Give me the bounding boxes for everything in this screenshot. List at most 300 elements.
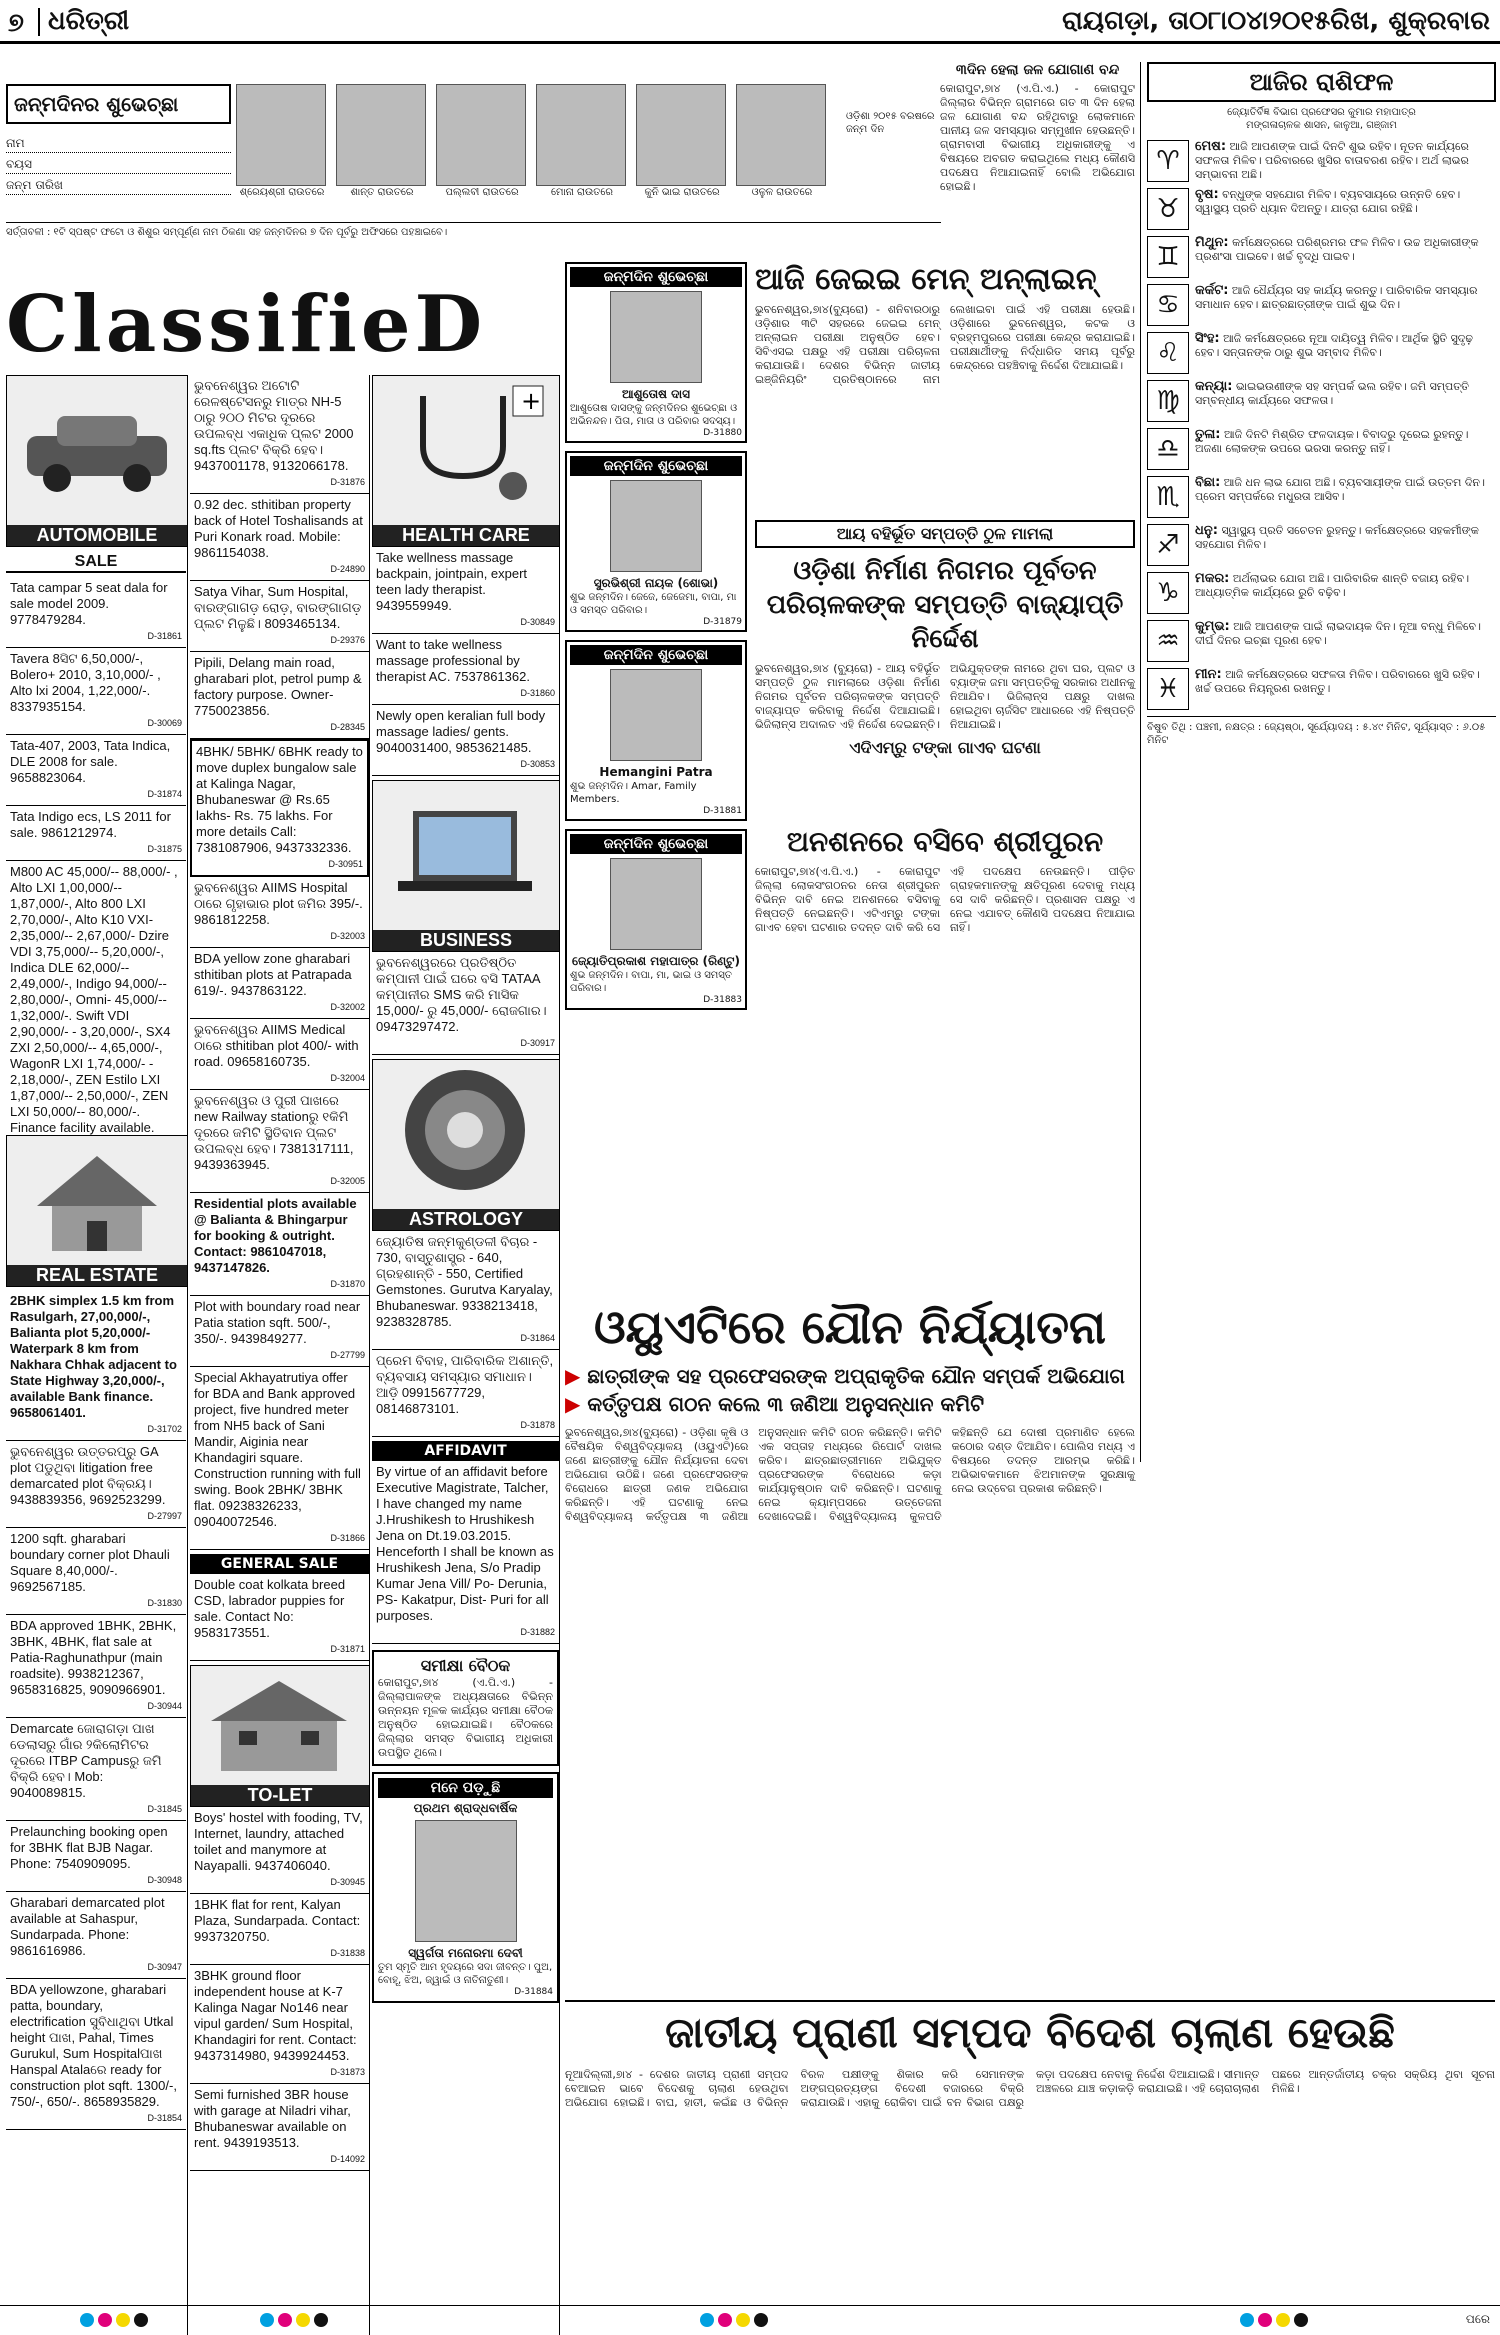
- classified-col-1: [6, 375, 188, 2335]
- horoscope-title: [1147, 62, 1496, 102]
- zodiac-name: ଧନୁ:: [1195, 523, 1218, 538]
- realestate-ad: [6, 1718, 186, 1821]
- auto-ad-text: Tavera 8ସିଟ 6,50,000/-, Bolero+ 2010, 3,10,000/- , Alto lxi 2004, 1,22,000/-. 8337935154.: [10, 651, 161, 714]
- birthday-box: [565, 829, 747, 1010]
- ouat-subhead-1-text: ଛାତ୍ରୀଙ୍କ ସହ ପ୍ରଫେସରଙ୍କ ଅପ୍ରାକୃତିକ ଯୌନ ସମ୍ପର୍କ ଅଭିଯୋଗ: [587, 1364, 1125, 1388]
- hunger-text: କୋରାପୁଟ,୭ା୪(ଏ.ପି.ଏ.) - କୋରାପୁଟ ଜିଲ୍ଲା ଲୋକସଂଗଠନର ନେତା ଶ୍ରୀପୁରନ ବିଭିନ୍ନ ଦାବି ନେଇ ଅନଶନରେ ବସିବାକୁ ନିଷ୍ପତ୍ତି ନେଇଛନ୍ତି। ଏଟିଏମ୍‌ରୁ ଟଙ୍କା ଗାଏବ ହେବା ଘଟଣାର ତଦନ୍ତ ଦାବି କରି ସେ ଏହି ପଦକ୍ଷେପ ନେଉଛନ୍ତି। ପୀଡ଼ିତ ଗ୍ରାହକମାନଙ୍କୁ କ୍ଷତିପୂରଣ ଦେବାକୁ ମଧ୍ୟ ସେ ଦାବି କରିଛନ୍ତି। ପ୍ରଶାସନ ପକ୍ଷରୁ ଏ ନେଇ ଏଯାବତ୍ କୌଣସି ପଦକ୍ଷେପ ନିଆଯାଇ ନାହିଁ।: [755, 865, 1135, 934]
- place-date: ରାୟଗଡ଼ା, ତା୦୮ା୦୪ା୨୦୧୫ରିଖ, ଶୁକ୍ରବାର: [1062, 6, 1490, 36]
- property-ad: [190, 1296, 369, 1367]
- birthday-box-code: D-31880: [703, 428, 742, 438]
- water-news: [940, 62, 1135, 250]
- auto-ad: [6, 648, 186, 735]
- health-ads: [372, 547, 559, 776]
- birthday-box-photo: [610, 291, 702, 383]
- property-ad-code: D-29376: [330, 635, 365, 645]
- memorial: [372, 1772, 559, 2003]
- business-ad: [372, 952, 559, 1055]
- affidavit-ads: [372, 1461, 559, 1644]
- kid-name: ଶାନ୍ତ ରାଉତରେ: [350, 187, 414, 198]
- zodiac-text-block: [1195, 332, 1496, 374]
- birthday-box: [565, 451, 747, 632]
- realestate-ad: [6, 1441, 186, 1528]
- property-ad-text: Residential plots available @ Balianta & Bhingarpur for booking & outright. Contact: 9861047018, 9437147826.: [194, 1196, 357, 1275]
- svg-text:+: +: [521, 387, 542, 415]
- asset-text: ଭୁବନେଶ୍ୱର,୭ା୪ (ବ୍ୟୁରୋ) - ଆୟ ବହିର୍ଭୂତ ସମ୍ପତ୍ତି ଠୁଳ ମାମଲାରେ ଓଡ଼ିଶା ନିର୍ମାଣ ନିଗମର ପୂର୍ବତନ ପରିଚାଳକଙ୍କ ସମ୍ପତ୍ତି ବାଜ୍ୟାପ୍ତ କରିବାକୁ ନିର୍ଦ୍ଦେଶ ଦିଆଯାଇଛି। ଭିଜିଲାନ୍ସ ଅଦାଲତ ଏହି ନିର୍ଦ୍ଦେଶ ଦେଇଛନ୍ତି। ଅଭିଯୁକ୍ତଙ୍କ ନାମରେ ଥିବା ଘର, ପ୍ଲଟ ଓ ବ୍ୟାଙ୍କ ଜମା ସମ୍ପତ୍ତିକୁ ସରକାର ଅଧୀନକୁ ନିଆଯିବ। ଭିଜିଲାନ୍ସ ପକ୍ଷରୁ ଦାଖଲ ହୋଇଥିବା ଚାର୍ଜସିଟ ଆଧାରରେ ଏହି ନିଷ୍ପତ୍ତି ନିଆଯାଇଛି।: [755, 662, 1135, 731]
- form-name-label: ନାମ: [6, 136, 25, 150]
- kid-name: ଶ୍ରେୟଶ୍ରୀ ରାଉତରେ: [239, 187, 325, 198]
- color-dot: [754, 2313, 768, 2327]
- color-dot: [98, 2313, 112, 2327]
- form-name-row: [6, 136, 231, 153]
- zodiac-row: [1147, 236, 1496, 278]
- property-ad: [190, 652, 369, 739]
- zodiac-name: ମକର:: [1195, 571, 1230, 586]
- review-meeting: [372, 1650, 559, 1766]
- color-dot: [700, 2313, 714, 2327]
- zodiac-row: [1147, 476, 1496, 518]
- kid-name: ମୋନା ରାଉତରେ: [551, 187, 613, 198]
- auto-ad-code: D-31875: [147, 844, 182, 854]
- memorial-heading: ମନେ ପଡ଼ୁଛି: [378, 1778, 553, 1798]
- kid-photo-card: [436, 84, 528, 214]
- kid-name: ପଲ୍ଲବୀ ରାଉତରେ: [445, 187, 519, 198]
- review-meeting-title: ସମୀକ୍ଷା ବୈଠକ: [420, 1656, 511, 1675]
- zodiac-symbol-icon: ♒: [1147, 620, 1189, 662]
- ouat-subhead-2: [565, 1392, 1135, 1416]
- form-dob-label: ଜନ୍ମ ତାରିଖ: [6, 178, 63, 192]
- birthday-boxes: [565, 262, 747, 1312]
- birthday-box-text: ଶୁଭ ଜନ୍ମଦିନ। ବାପା, ମା, ଭାଇ ଓ ସମସ୍ତ ପରିବାର।: [570, 970, 732, 994]
- tolet-category: [190, 1665, 370, 1807]
- auto-ad-code: D-31861: [147, 631, 182, 641]
- general-sale-ad: [190, 1574, 369, 1661]
- building-icon: [191, 1666, 367, 1776]
- auto-ad-code: D-30069: [147, 718, 182, 728]
- kid-photo: [736, 84, 826, 186]
- memorial-name: ସ୍ୱର୍ଗତା ମନୋରମା ଦେବୀ: [408, 1946, 523, 1960]
- property-ad-text: BDA yellow zone gharabari sthitiban plots at Patrapada 619/-. 9437863122.: [194, 951, 352, 998]
- zodiac-text-block: [1195, 428, 1496, 470]
- health-ad: [372, 547, 559, 634]
- zodiac-name: ମୀନ:: [1195, 667, 1222, 682]
- masthead-divider: [38, 8, 40, 36]
- tolet-ad: [190, 1894, 369, 1965]
- zodiac-symbol-icon: ♊: [1147, 236, 1189, 278]
- birthday-box-name: Hemangini Patra: [599, 765, 713, 779]
- birthday-box-title: ଜନ୍ମଦିନ ଶୁଭେଚ୍ଛା: [570, 834, 742, 854]
- form-age-label: ବୟସ: [6, 157, 32, 171]
- property-ad-code: D-32005: [330, 1176, 365, 1186]
- zodiac-text-block: [1195, 668, 1496, 710]
- birthday-note-small: ଓଡ଼ିଶା ୨୦୧୫ ବରଷରେ ଜନ୍ମ ଦିନ: [846, 111, 935, 135]
- kid-photo: [436, 84, 526, 186]
- property-ad: [190, 877, 369, 948]
- asset-story: [755, 520, 1135, 820]
- realestate-ad-code: D-30948: [147, 1875, 182, 1885]
- tolet-ad-text: 3BHK ground floor independent house at K-7 Kalinga Nagar No146 near vipul garden/ Sum Hospital, Khandagiri for rent. Contact: 9437314980, 9439924453.: [194, 1968, 357, 2063]
- ouat-headline: ଓୟୁଏଟିରେ ଯୌନ ନିର୍ଯ୍ୟାତନା: [593, 1300, 1107, 1354]
- memorial-code: D-31884: [514, 1987, 553, 1997]
- auto-ad-text: Tata Indigo ecs, LS 2011 for sale. 9861212974.: [10, 809, 171, 840]
- auto-ad: [6, 577, 186, 648]
- realestate-ad: [6, 1615, 186, 1718]
- color-dot: [736, 2313, 750, 2327]
- astrology-ad-text: ଜ୍ୟୋତିଷ ଜନ୍ମକୁଣ୍ଡଳୀ ବିଚାର - 730, ବାସ୍ତୁଶାସ୍ତ୍ର - 640, ଗ୍ରହଶାନ୍ତି - 550, Certified Gemstones. Gurutva Karyalay, Bhubaneswar. 9338213418, 9238328785.: [376, 1234, 553, 1329]
- zodiac-prediction: ଅର୍ଥଲାଭର ଯୋଗ ଅଛି। ପାରିବାରିକ ଶାନ୍ତି ବଜାୟ ରହିବ। ଆଧ୍ୟାତ୍ମିକ କାର୍ଯ୍ୟରେ ରୁଚି ବଢ଼ିବ।: [1195, 572, 1470, 599]
- zodiac-symbol-icon: ♐: [1147, 524, 1189, 566]
- realestate-ad: [6, 1892, 186, 1979]
- almanac: ବିଷୁବ ତିଥି : ପଞ୍ଚମୀ, ନକ୍ଷତ୍ର : ଜ୍ୟେଷ୍ଠା, ସୂର୍ଯ୍ୟୋଦୟ : ୫.୪୯ ମିନିଟ, ସୂର୍ଯ୍ୟାସ୍ତ : ୬.୦୫ ମିନିଟ: [1147, 716, 1496, 747]
- form-age-row: [6, 157, 231, 174]
- realestate-ad-code: D-31830: [147, 1598, 182, 1608]
- realestate-ad: [6, 1528, 186, 1615]
- realestate-ad-text: BDA approved 1BHK, 2BHK, 3BHK, 4BHK, flat sale at Patia-Raghunathpur (main roadsite). 9938212367, 9658316825, 9090966901.: [10, 1618, 177, 1697]
- birthday-title-text: ଜନ୍ମଦିନର ଶୁଭେଚ୍ଛା: [14, 92, 179, 116]
- zodiac-wheel-icon: [373, 1060, 557, 1200]
- auto-ad-text: Tata campar 5 seat dala for sale model 2009. 9778479284.: [10, 580, 168, 627]
- zodiac-text-block: [1195, 572, 1496, 614]
- tolet-ad: [190, 1965, 369, 2084]
- tolet-ads: [190, 1807, 369, 2171]
- astrology-ads: [372, 1231, 559, 1437]
- page-number: ୭: [8, 8, 24, 38]
- zodiac-prediction: ଆଜି ଧୈର୍ଯ୍ୟର ସହ କାର୍ଯ୍ୟ କରନ୍ତୁ। ପାରିବାରିକ ସମସ୍ୟାର ସମାଧାନ ହେବ। ଛାତ୍ରଛାତ୍ରୀଙ୍କ ପାଇଁ ଶୁଭ ଦିନ।: [1195, 284, 1478, 311]
- zodiac-row: [1147, 284, 1496, 326]
- zodiac-name: ତୁଳା:: [1195, 427, 1221, 442]
- birthday-box-code: D-31879: [703, 617, 742, 627]
- tolet-ad: [190, 2084, 369, 2171]
- zodiac-list: [1147, 140, 1496, 710]
- kid-photo: [336, 84, 426, 186]
- kid-photo-card: [336, 84, 428, 214]
- zodiac-text-block: [1195, 524, 1496, 566]
- zodiac-text-block: [1195, 476, 1496, 518]
- health-ad-text: Take wellness massage backpain, jointpain, expert teen lady therapist. 9439559949.: [376, 550, 528, 613]
- tolet-ad-text: Semi furnished 3BR house with garage at Niladri vihar, Bhubaneswar available on rent. 9439193513.: [194, 2087, 351, 2150]
- auto-ad-text: M800 AC 45,000/-- 88,000/- , Alto LXI 1,00,000/-- 1,87,000/-, Alto 800 LXI 2,70,000/-, Alto K10 VXI- 2,35,000/-- 2,67,000/- Dzire VDI 3,75,000/-- 5,20,000/-, Indica DLE 62,000/-- 2,49,000/-, Indigo 94,000/-- 2,80,000/-, Omni- 45,000/-- 1,32,000/-. Swift VDI 2,90,000/- - 3,20,000/-, SX4 ZXI 2,50,000/-- 4,65,000/-, WagonR LXI 1,74,000/- - 2,18,000/-, ZEN Estilo LXI 1,87,000/-- 2,50,000/-, ZEN LXI 50,000/-- 80,000/-. Finance facility available.: [10, 864, 178, 1135]
- jee-story: [755, 262, 1135, 512]
- property-ad-code: D-27799: [330, 1350, 365, 1360]
- birthday-box: [565, 640, 747, 821]
- zodiac-name: ସିଂହ:: [1195, 331, 1220, 346]
- astrology-label: ASTROLOGY: [373, 1209, 559, 1230]
- color-dot: [314, 2313, 328, 2327]
- zodiac-text-block: [1195, 140, 1496, 182]
- health-ad-code: D-30853: [520, 759, 555, 769]
- general-sale-ads: [190, 1574, 369, 1661]
- tolet-ad-text: 1BHK flat for rent, Kalyan Plaza, Sundarpada. Contact: 9937320750.: [194, 1897, 361, 1944]
- property-ad: [190, 1367, 369, 1550]
- ouat-subhead-1: [565, 1364, 1135, 1388]
- automobile-label: AUTOMOBILE: [7, 525, 187, 546]
- property-ad-code: D-32002: [330, 1002, 365, 1012]
- property-ad-text: Plot with boundary road near Patia station sqft. 500/-, 350/-. 9439849277.: [194, 1299, 361, 1346]
- health-ad: [372, 705, 559, 776]
- color-dot: [1294, 2313, 1308, 2327]
- animal-story: [565, 2000, 1495, 2300]
- classified-logo: ClassifieD: [6, 279, 487, 370]
- zodiac-row: [1147, 524, 1496, 566]
- property-ad: [190, 1090, 369, 1193]
- color-dot: [1276, 2313, 1290, 2327]
- masthead: [0, 0, 1500, 44]
- property-ad-code: D-24890: [330, 564, 365, 574]
- birthday-strip-title: [6, 84, 231, 124]
- kid-name: କୁନି ଭାଇ ରାଉତରେ: [644, 187, 720, 198]
- paper-name: ଧରିତ୍ରୀ: [48, 6, 130, 36]
- ouat-subhead-2-text: କର୍ତ୍ତୃପକ୍ଷ ଗଠନ କଲେ ୩ ଜଣିଆ ଅନୁସନ୍ଧାନ କମିଟି: [587, 1392, 985, 1416]
- affidavit-ad-code: D-31882: [520, 1627, 555, 1637]
- birthday-strip: [6, 80, 941, 255]
- property-ad-code: D-31866: [330, 1533, 365, 1543]
- color-dot: [296, 2313, 310, 2327]
- memorial-text: ତୁମ ସ୍ମୃତି ଆମ ହୃଦୟରେ ସଦା ଜୀବନ୍ତ। ପୁଅ, ବୋହୂ, ଝିଅ, ଜ୍ୱାଇଁ ଓ ନାତିନାତୁଣୀ।: [378, 1962, 553, 1986]
- zodiac-symbol-icon: ♉: [1147, 188, 1189, 230]
- color-dot: [116, 2313, 130, 2327]
- zodiac-symbol-icon: ♌: [1147, 332, 1189, 374]
- health-ad-text: Newly open keralian full body massage ladies/ gents. 9040031400, 9853621485.: [376, 708, 546, 755]
- property-ad-text: 0.92 dec. sthitiban property back of Hotel Toshalisands at Puri Konark road. Mobile: 9861154038.: [194, 497, 363, 560]
- realestate-ad-text: Gharabari demarcated plot available at Sahaspur, Sundarpada. Phone: 9861616986.: [10, 1895, 165, 1958]
- jee-text: ଭୁବନେଶ୍ୱର,୭ା୪(ବ୍ୟୁରୋ) - ଶନିବାରଠାରୁ ଓଡ଼ିଶାର ୩ଟି ସହରରେ ଜେଇଇ ମେନ୍ ଅନ୍‌ଲାଇନ ପରୀକ୍ଷା ଅନୁଷ୍ଠିତ ହେବ। ସିବିଏସଇ ପକ୍ଷରୁ ଏହି ପରୀକ୍ଷା ପରିଚାଳନା କରାଯାଉଛି। ଦେଶର ବିଭିନ୍ନ ଜାତୀୟ ଇଞ୍ଜିନିୟରିଂ ପ୍ରତିଷ୍ଠାନରେ ନାମ ଲେଖାଇବା ପାଇଁ ଏହି ପରୀକ୍ଷା ହେଉଛି। ଓଡ଼ିଶାରେ ଭୁବନେଶ୍ୱର, କଟକ ଓ ବ୍ରହ୍ମପୁରରେ ପରୀକ୍ଷା କେନ୍ଦ୍ର କରାଯାଇଛି। ପରୀକ୍ଷାର୍ଥୀଙ୍କୁ ନିର୍ଦ୍ଧାରିତ ସମୟ ପୂର୍ବରୁ କେନ୍ଦ୍ରରେ ପହଞ୍ଚିବାକୁ ନିର୍ଦ୍ଦେଶ ଦିଆଯାଇଛି।: [755, 303, 1135, 386]
- general-sale-heading: GENERAL SALE: [190, 1554, 369, 1574]
- classified-col-3: [372, 375, 560, 2335]
- property-ad-text: ଭୁବନେଶ୍ୱର AIIMS Hospital ଠାରେ ଗୃହାଭାର plot ଜମିର 395/-. 9861812258.: [194, 880, 363, 927]
- zodiac-row: [1147, 188, 1496, 230]
- property-ad-text: ଭୁବନେଶ୍ୱର ଅଟୋଟି ରେଳଷ୍ଟେସନରୁ ମାତ୍ର NH-5 ଠାରୁ ୨୦୦ ମିଟର ଦୂରରେ ଉପଲବ୍ଧ ଏକାଧିକ ପ୍ଲଟ 2000 sq.fts ପ୍ଲଟ ବିକ୍ରି ହେବ। 9437001178, 9132066178.: [194, 378, 354, 473]
- color-dot: [134, 2313, 148, 2327]
- tolet-ad: [190, 1807, 369, 1894]
- zodiac-name: କନ୍ୟା:: [1195, 379, 1233, 394]
- tolet-ad-code: D-31838: [330, 1948, 365, 1958]
- birthday-box-name: ସୁରଭିଶ୍ରୀ ନାୟକ (ଶୋଭା): [593, 576, 719, 590]
- mid-ads: [190, 375, 369, 1550]
- property-ad-text: Satya Vihar, Sum Hospital, ବାରଙ୍ଗାଗଡ଼ ରୋଡ଼, ବାରଙ୍ଗାଗଡ଼ ପ୍ଲଟ ମିଳୁଛି। 8093465134.: [194, 584, 362, 631]
- footer: [0, 2305, 1500, 2335]
- property-ad-code: D-32003: [330, 931, 365, 941]
- birthday-box-text: ଆଶୁତୋଷ ଦାସଙ୍କୁ ଜନ୍ମଦିନର ଶୁଭେଚ୍ଛା ଓ ଅଭିନନ୍ଦନ। ପିତା, ମାତା ଓ ପରିବାର ସଦସ୍ୟ।: [570, 403, 738, 427]
- property-ad: [190, 581, 369, 652]
- kid-photo-card: [536, 84, 628, 214]
- zodiac-row: [1147, 140, 1496, 182]
- birthday-footer-note: ସର୍ତ୍ତାବଳୀ : ୧ଟି ସ୍ପଷ୍ଟ ଫଟୋ ଓ ଶିଶୁର ସମ୍ପୂର୍ଣ୍ଣ ନାମ ଠିକଣା ସହ ଜନ୍ମଦିନର ୭ ଦିନ ପୂର୍ବରୁ ଅଫିସରେ ପହଞ୍ଚାଇବେ।: [6, 222, 941, 239]
- zodiac-prediction: ସ୍ୱାସ୍ଥ୍ୟ ପ୍ରତି ସଚେତନ ରୁହନ୍ତୁ। କର୍ମକ୍ଷେତ୍ରରେ ସହକର୍ମୀଙ୍କ ସହଯୋଗ ମିଳିବ।: [1195, 524, 1479, 551]
- zodiac-name: ମେଷ:: [1195, 139, 1227, 154]
- registration-marks: [0, 2312, 1500, 2332]
- auto-ad-text: Tata-407, 2003, Tata Indica, DLE 2008 for sale. 9658823064.: [10, 738, 171, 785]
- zodiac-prediction: ଆଜି ଆପଣଙ୍କ ପାଇଁ ଦିନଟି ଶୁଭ ରହିବ। ନୂତନ କାର୍ଯ୍ୟରେ ସଫଳତା ମିଳିବ। ପରିବାରରେ ଖୁସିର ବାତାବରଣ ରହିବ। ଅର୍ଥ ଲାଭର ସମ୍ଭାବନା ଅଛି।: [1195, 140, 1469, 181]
- zodiac-prediction: ଆଜି କର୍ମକ୍ଷେତ୍ରରେ ନୂଆ ଦାୟିତ୍ୱ ମିଳିବ। ଆର୍ଥିକ ସ୍ଥିତି ସୁଦୃଢ଼ ହେବ। ସନ୍ତାନଙ୍କ ଠାରୁ ଶୁଭ ସମ୍ବାଦ ମିଳିବ।: [1195, 332, 1473, 359]
- zodiac-prediction: କର୍ମକ୍ଷେତ୍ରରେ ପରିଶ୍ରମର ଫଳ ମିଳିବ। ଉଚ୍ଚ ଅଧିକାରୀଙ୍କ ପ୍ରଶଂସା ପାଇବେ। ଖର୍ଚ୍ଚ ବୃଦ୍ଧି ପାଇବ।: [1195, 236, 1479, 263]
- footer-mark: ପରେ: [1465, 2312, 1490, 2326]
- color-dot: [1240, 2313, 1254, 2327]
- zodiac-row: [1147, 332, 1496, 374]
- kid-name: ଓଳୁଳ ରାଉତରେ: [751, 187, 813, 198]
- health-ad-code: D-30849: [520, 617, 555, 627]
- business-category: [372, 780, 560, 952]
- zodiac-row: [1147, 668, 1496, 710]
- birthday-box-name: ଜ୍ୟୋତିପ୍ରକାଶ ମହାପାତ୍ର (ରିଣ୍ଟୁ): [572, 954, 740, 968]
- jee-headline: ଆଜି ଜେଇଇ ମେନ୍ ଅନ୍‌ଲାଇନ୍: [755, 262, 1097, 297]
- horoscope: [1140, 62, 1496, 1462]
- astrology-ad-text: ପ୍ରେମ ବିବାହ, ପାରିବାରିକ ଅଶାନ୍ତି, ବ୍ୟବସାୟ ସମସ୍ୟାର ସମାଧାନ। ଆଡ଼ି 09915677729, 08146873101.: [376, 1353, 554, 1416]
- realestate-ad-text: 2BHK simplex 1.5 km from Rasulgarh, 27,00,000/-, Balianta plot 5,20,000/- Waterpark 8 km from Nakhara Chhak adjacent to State Highway 3,20,000/-, available Bank finance. 9658061401.: [10, 1293, 177, 1420]
- zodiac-name: କର୍କଟ:: [1195, 283, 1229, 298]
- classified-col-2: [190, 375, 370, 2335]
- ouat-text: ଭୁବନେଶ୍ୱର,୭ା୪(ବ୍ୟୁରୋ) - ଓଡ଼ିଶା କୃଷି ଓ ବୈଷୟିକ ବିଶ୍ୱବିଦ୍ୟାଳୟ (ଓୟୁଏଟି)ରେ ଜଣେ ଛାତ୍ରୀଙ୍କୁ ଯୌନ ନିର୍ଯ୍ୟାତନା ଦେବା ଅଭିଯୋଗ ଉଠିଛି। ଜଣେ ପ୍ରଫେସରଙ୍କ ବିରୋଧରେ ଛାତ୍ରୀ ଜଣକ ଅଭିଯୋଗ କରିଛନ୍ତି। ଏହି ଘଟଣାକୁ ନେଇ ବିଶ୍ୱବିଦ୍ୟାଳୟ କର୍ତ୍ତୃପକ୍ଷ ୩ ଜଣିଆ ଅନୁସନ୍ଧାନ କମିଟି ଗଠନ କରିଛନ୍ତି। କମିଟି ଏକ ସପ୍ତାହ ମଧ୍ୟରେ ରିପୋର୍ଟ ଦାଖଲ କରିବ। ଛାତ୍ରଛାତ୍ରୀମାନେ ଅଭିଯୁକ୍ତ ପ୍ରଫେସରଙ୍କ ବିରୋଧରେ କଡ଼ା କାର୍ଯ୍ୟାନୁଷ୍ଠାନ ଦାବି କରିଛନ୍ତି। ଘଟଣାକୁ ନେଇ କ୍ୟାମ୍ପସରେ ଉତ୍ତେଜନା ଦେଖାଦେଇଛି। ବିଶ୍ୱବିଦ୍ୟାଳୟ କୁଳପତି କହିଛନ୍ତି ଯେ ଦୋଷୀ ପ୍ରମାଣିତ ହେଲେ କଠୋର ଦଣ୍ଡ ଦିଆଯିବ। ପୋଲିସ ମଧ୍ୟ ଏ ବିଷୟରେ ତଦନ୍ତ ଆରମ୍ଭ କରିଛି। ଅଭିଭାବକମାନେ ଝିଅମାନଙ୍କ ସୁରକ୍ଷାକୁ ନେଇ ଉଦ୍‌ବେଗ ପ୍ରକାଶ କରିଛନ୍ତି।: [565, 1426, 1135, 1523]
- business-ad-text: ଭୁବନେଶ୍ୱରରେ ପ୍ରତିଷ୍ଠିତ କମ୍ପାନୀ ପାଇଁ ଘରେ ବସି TATAA କମ୍ପାନୀର SMS କରି ମାସିକ 15,000/- ରୁ 45,000/- ରୋଜଗାର। 09473297472.: [376, 955, 547, 1034]
- horoscope-title-text: ଆଜିର ରାଶିଫଳ: [1249, 68, 1394, 96]
- house-icon: [7, 1136, 185, 1256]
- birthday-photos: [236, 84, 936, 204]
- realestate-ad-code: D-27997: [147, 1511, 182, 1521]
- zodiac-text-block: [1195, 236, 1496, 278]
- birthday-box-photo: [610, 480, 702, 572]
- auto-ad: [6, 806, 186, 861]
- property-ad-text: 4BHK/ 5BHK/ 6BHK ready to move duplex bungalow sale at Kalinga Nagar, Bhubaneswar @ Rs.65 lakhs- Rs. 75 lakhs. For more details Call: 7381087906, 9437332336.: [196, 744, 363, 855]
- zodiac-text-block: [1195, 188, 1496, 230]
- animal-text: ନୂଆଦିଲ୍ଲୀ,୭ା୪ - ଦେଶର ଜାତୀୟ ପ୍ରାଣୀ ସମ୍ପଦ ବେଆଇନ ଭାବେ ବିଦେଶକୁ ଚାଲାଣ ହେଉଥିବା ଅଭିଯୋଗ ହୋଇଛି। ବାଘ, ହାତୀ, କଇଁଛ ଓ ବିଭିନ୍ନ ବିରଳ ପକ୍ଷୀଙ୍କୁ ଶିକାର କରି ସେମାନଙ୍କ ଅଙ୍ଗପ୍ରତ୍ୟଙ୍ଗ ବିଦେଶୀ ବଜାରରେ ବିକ୍ରି କରାଯାଉଛି। ଏହାକୁ ରୋକିବା ପାଇଁ ବନ ବିଭାଗ ପକ୍ଷରୁ କଡ଼ା ପଦକ୍ଷେପ ନେବାକୁ ନିର୍ଦ୍ଦେଶ ଦିଆଯାଇଛି। ସୀମାନ୍ତ ଅଞ୍ଚଳରେ ଯାଞ୍ଚ କଡ଼ାକଡ଼ି କରାଯାଇଛି। ଏହି ଚୋରାଚାଲାଣ ପଛରେ ଆନ୍ତର୍ଜାତୀୟ ଚକ୍ର ସକ୍ରିୟ ଥିବା ସୂଚନା ମିଳିଛି।: [565, 2068, 1495, 2109]
- birthday-box: [565, 262, 747, 443]
- registration-mark-group: [1240, 2312, 1312, 2331]
- auto-ad-code: D-31874: [147, 789, 182, 799]
- birthday-box-name: ଆଶୁତୋଷ ଦାସ: [622, 387, 690, 401]
- realestate-ad-code: D-31845: [147, 1804, 182, 1814]
- registration-mark-group: [700, 2312, 772, 2331]
- zodiac-symbol-icon: ♈: [1147, 140, 1189, 182]
- zodiac-symbol-icon: ♓: [1147, 668, 1189, 710]
- tolet-label: TO-LET: [191, 1785, 369, 1806]
- zodiac-name: ମିଥୁନ:: [1195, 235, 1229, 250]
- realestate-ad: [6, 1979, 186, 2130]
- animal-headline: ଜାତୀୟ ପ୍ରାଣୀ ସମ୍ପଦ ବିଦେଶ ଚାଲାଣ ହେଉଛି: [665, 2008, 1395, 2057]
- healthcare-category: [372, 375, 560, 547]
- zodiac-symbol-icon: ♋: [1147, 284, 1189, 326]
- realestate-ad: [6, 1290, 186, 1441]
- asset-sidebar: ଏଦିଏମ୍‌ରୁ ଟଙ୍କା ଗାଏବ ଘଟଣା: [849, 738, 1041, 757]
- bullet-icon: ▶: [565, 1392, 581, 1416]
- zodiac-text-block: [1195, 620, 1496, 662]
- zodiac-prediction: ଭାଇଭଉଣୀଙ୍କ ସହ ସମ୍ପର୍କ ଭଲ ରହିବ। ଜମି ସମ୍ପତ୍ତି ସମ୍ବନ୍ଧୀୟ କାର୍ଯ୍ୟରେ ସଫଳତା।: [1195, 380, 1469, 407]
- astrology-ad: [372, 1350, 559, 1437]
- color-dot: [278, 2313, 292, 2327]
- stethoscope-icon: [373, 376, 557, 516]
- affidavit-ad: [372, 1461, 559, 1644]
- realestate-ad-text: Demarcate ଜୋରାଗଡ଼ା ପାଖ ଡେଲାସରୁ ଗାଁର ୨କିଲୋମିଟର ଦୂରରେ ITBP Campusରୁ ଜମି ବିକ୍ରି ହେବ। Mob: 9040089815.: [10, 1721, 162, 1800]
- property-ad-code: D-30951: [328, 859, 363, 869]
- zodiac-name: ବିଛା:: [1195, 475, 1221, 490]
- property-ad: [190, 739, 369, 877]
- birthday-box-photo: [610, 858, 702, 950]
- astrology-ad-code: D-31864: [520, 1333, 555, 1343]
- astrology-category: [372, 1059, 560, 1231]
- zodiac-prediction: ଆଜି କର୍ମକ୍ଷେତ୍ରରେ ସଫଳତା ମିଳିବ। ପରିବାରରେ ଖୁସି ରହିବ। ଖର୍ଚ୍ଚ ଉପରେ ନିୟନ୍ତ୍ରଣ ରଖନ୍ତୁ।: [1195, 668, 1480, 695]
- review-meeting-text: କୋରାପୁଟ,୭ା୪ (ଏ.ପି.ଏ.) - ଜିଲ୍ଲାପାଳଙ୍କ ଅଧ୍ୟକ୍ଷତାରେ ବିଭିନ୍ନ ଉନ୍ନୟନ ମୂଳକ କାର୍ଯ୍ୟର ସମୀକ୍ଷା ବୈଠକ ଅନୁଷ୍ଠିତ ହୋଇଯାଇଛି। ବୈଠକରେ ଜିଲ୍ଲାର ସମସ୍ତ ବିଭାଗୀୟ ଅଧିକାରୀ ଉପସ୍ଥିତ ଥିଲେ।: [378, 1676, 553, 1759]
- health-ad: [372, 634, 559, 705]
- realestate-ad-text: BDA yellowzone, gharabari patta, boundary, electrification ସୁବିଧାଥିବା Utkal height ପାଖ, Pahal, Times Gurukul, Sum Hospitalପାଖ Hanspal Atalaରେ ready for construction plot sqft. 1300/-, 750/-, 650/-. 8658935829.: [10, 1982, 177, 2109]
- zodiac-prediction: ଆଜି ଧନ ଲାଭ ଯୋଗ ଅଛି। ବ୍ୟବସାୟୀଙ୍କ ପାଇଁ ଉତ୍ତମ ଦିନ। ପ୍ରେମ ସମ୍ପର୍କରେ ମଧୁରତା ଆସିବ।: [1195, 476, 1485, 503]
- color-dot: [260, 2313, 274, 2327]
- realestate-label: REAL ESTATE: [7, 1265, 187, 1286]
- kid-photo: [536, 84, 626, 186]
- realestate-ad-code: D-31702: [147, 1424, 182, 1434]
- zodiac-prediction: ଆଜି ଦିନଟି ମିଶ୍ରିତ ଫଳଦାୟକ। ବିବାଦରୁ ଦୂରେଇ ରୁହନ୍ତୁ। ଅଜଣା ଲୋକଙ୍କ ଉପରେ ଭରସା କରନ୍ତୁ ନାହିଁ।: [1195, 428, 1469, 455]
- birthday-box-text: ଶୁଭ ଜନ୍ମଦିନ। ଜେଜେ, ଜେଜେମା, ବାପା, ମା ଓ ସମସ୍ତ ପରିବାର।: [570, 592, 737, 616]
- property-ad-text: ଭୁବନେଶ୍ୱର ଓ ପୁରୀ ପାଖରେ new Railway stationରୁ ୧କିମି ଦୂରରେ ଜମିଟି ସ୍ଥିତିବାନ ପ୍ଲଟ ଉପଲବ୍ଧ ହେବ। 7381317111, 9439363945.: [194, 1093, 354, 1172]
- zodiac-name: ବୃଷ:: [1195, 187, 1219, 202]
- realestate-ad-code: D-31854: [147, 2113, 182, 2123]
- realestate-ads: [6, 1290, 186, 2130]
- birthday-box-title: ଜନ୍ମଦିନ ଶୁଭେଚ୍ଛା: [570, 267, 742, 287]
- color-dot: [80, 2313, 94, 2327]
- kid-photo: [236, 84, 326, 186]
- tolet-ad-text: Boys' hostel with fooding, TV, Internet, laundry, attached toilet and manymore at Nayapalli. 9437406040.: [194, 1810, 363, 1873]
- automobile-category: [6, 375, 188, 547]
- auto-sale-heading: SALE: [6, 553, 186, 573]
- health-ad-text: Want to take wellness massage professional by therapist AC. 7537861362.: [376, 637, 530, 684]
- tolet-ad-code: D-14092: [330, 2154, 365, 2164]
- property-ad-code: D-31876: [330, 477, 365, 487]
- property-ad-text: ଭୁବନେଶ୍ୱର AIIMS Medical ଠାରେ sthitiban plot 400/- with road. 09658160735.: [194, 1022, 359, 1069]
- registration-mark-group: [80, 2312, 152, 2331]
- business-ads: [372, 952, 559, 1055]
- property-ad-text: Pipili, Delang main road, gharabari plot, petrol pump & factory purpose. Owner- 7750023856.: [194, 655, 362, 718]
- property-ad-code: D-28345: [330, 722, 365, 732]
- form-dob-row: [6, 178, 231, 195]
- water-news-text: କୋରାପୁଟ,୭ା୪ (ଏ.ପି.ଏ.) - କୋରାପୁଟ ଜିଲ୍ଲାର ବିଭିନ୍ନ ଗ୍ରାମରେ ଗତ ୩ ଦିନ ହେଲା ଜଳ ଯୋଗାଣ ବନ୍ଦ ରହିଥିବାରୁ ଲୋକମାନେ ପାନୀୟ ଜଳ ସମସ୍ୟାର ସମ୍ମୁଖୀନ ହେଉଛନ୍ତି। ଗ୍ରାମବାସୀ ବିଭାଗୀୟ ଅଧିକାରୀଙ୍କୁ ଏ ବିଷୟରେ ଅବଗତ କରାଇଥିଲେ ମଧ୍ୟ କୌଣସି ପଦକ୍ଷେପ ନିଆଯାଇନାହିଁ ବୋଲି ଅଭିଯୋଗ ହୋଇଛି।: [940, 82, 1135, 193]
- birthday-box-title: ଜନ୍ମଦିନ ଶୁଭେଚ୍ଛା: [570, 456, 742, 476]
- realestate-ad-code: D-30944: [147, 1701, 182, 1711]
- realestate-category: [6, 1135, 188, 1287]
- astrology-ad: [372, 1231, 559, 1350]
- ouat-story: [565, 1300, 1135, 1990]
- astrology-ad-code: D-31878: [520, 1420, 555, 1430]
- hunger-story: [755, 825, 1135, 1065]
- realestate-ad-text: Prelaunching booking open for 3BHK flat BJB Nagar. Phone: 7540909095.: [10, 1824, 168, 1871]
- birthday-box-code: D-31883: [703, 995, 742, 1005]
- zodiac-row: [1147, 428, 1496, 470]
- affidavit-heading: AFFIDAVIT: [372, 1441, 559, 1461]
- zodiac-prediction: ବନ୍ଧୁଙ୍କ ସହଯୋଗ ମିଳିବ। ବ୍ୟବସାୟରେ ଉନ୍ନତି ହେବ। ସ୍ୱାସ୍ଥ୍ୟ ପ୍ରତି ଧ୍ୟାନ ଦିଅନ୍ତୁ। ଯାତ୍ରା ଯୋଗ ରହିଛି।: [1195, 188, 1461, 215]
- zodiac-row: [1147, 380, 1496, 422]
- general-sale-ad-code: D-31871: [330, 1644, 365, 1654]
- business-ad-code: D-30917: [520, 1038, 555, 1048]
- color-dot: [718, 2313, 732, 2327]
- property-ad-code: D-31870: [330, 1279, 365, 1289]
- water-news-headline: ୩ଦିନ ହେଲା ଜଳ ଯୋଗାଣ ବନ୍ଦ: [955, 62, 1120, 78]
- kid-photo-card: [236, 84, 328, 214]
- property-ad: [190, 948, 369, 1019]
- asset-kicker: ଆୟ ବହିର୍ଭୂତ ସମ୍ପତ୍ତି ଠୁଳ ମାମଲା: [755, 520, 1135, 548]
- business-label: BUSINESS: [373, 930, 559, 951]
- realestate-ad-code: D-30947: [147, 1962, 182, 1972]
- memorial-subheading: ପ୍ରଥମ ଶ୍ରାଦ୍ଧବାର୍ଷିକ: [413, 1801, 518, 1815]
- healthcare-label: HEALTH CARE: [373, 525, 559, 546]
- zodiac-prediction: ଆଜି ଆପଣଙ୍କ ପାଇଁ ଲାଭଦାୟକ ଦିନ। ନୂଆ ବନ୍ଧୁ ମିଳିବେ। ଦୀର୍ଘ ଦିନର ଇଚ୍ଛା ପୂରଣ ହେବ।: [1195, 620, 1481, 647]
- auto-ad: [6, 735, 186, 806]
- zodiac-symbol-icon: ♏: [1147, 476, 1189, 518]
- realestate-ad-text: 1200 sqft. gharabari boundary corner plot Dhauli Square 8,40,000/-. 9692567185.: [10, 1531, 170, 1594]
- tolet-ad-code: D-31873: [330, 2067, 365, 2077]
- horoscope-author: ଜ୍ୟୋତିର୍ବିଜ୍ଞ ବିଭାଗ ପ୍ରଫେସର କୁମାର ମହାପାତ୍ର ମଙ୍ଗଳାଚାଳକ ଶାସନ, କାଳୁଆ, ଗଞ୍ଜାମ: [1227, 107, 1416, 131]
- zodiac-text-block: [1195, 380, 1496, 422]
- birthday-box-photo: [610, 669, 702, 761]
- kid-photo-card: [736, 84, 828, 214]
- property-ad: [190, 375, 369, 494]
- realestate-ad: [6, 1821, 186, 1892]
- zodiac-symbol-icon: ♎: [1147, 428, 1189, 470]
- zodiac-symbol-icon: ♍: [1147, 380, 1189, 422]
